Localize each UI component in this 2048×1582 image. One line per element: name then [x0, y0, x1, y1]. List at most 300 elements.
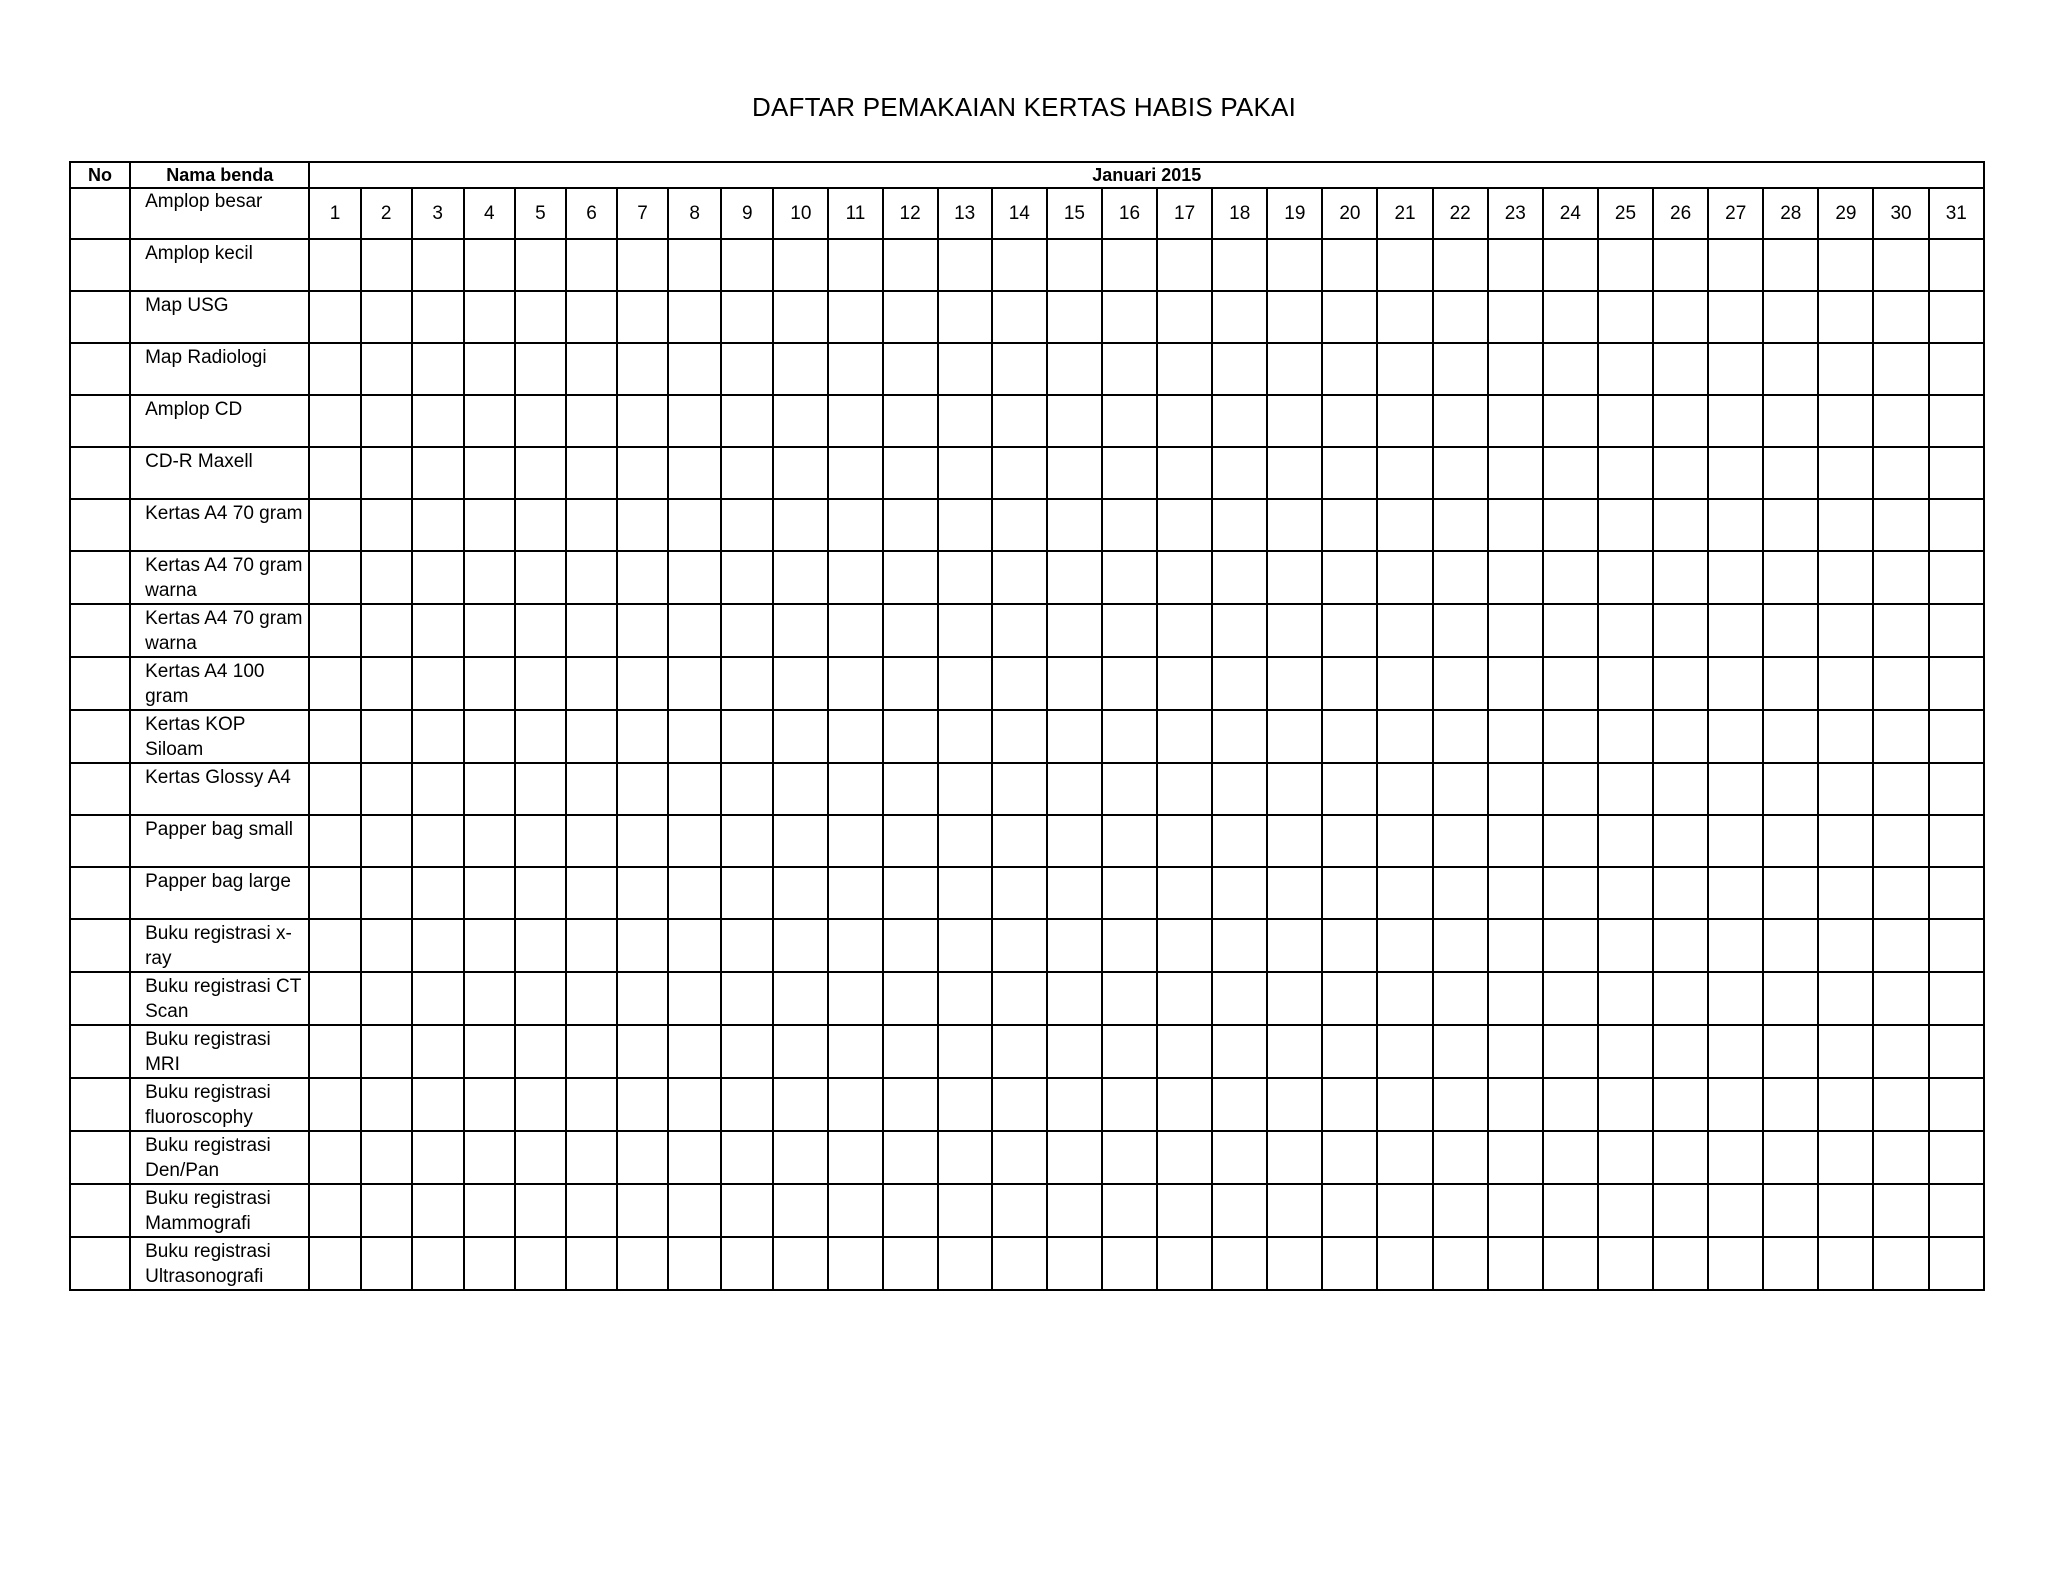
usage-cell[interactable]	[773, 551, 828, 604]
usage-cell[interactable]	[1047, 1184, 1102, 1237]
usage-cell[interactable]	[1818, 343, 1873, 395]
usage-cell[interactable]	[1157, 972, 1212, 1025]
usage-cell[interactable]	[361, 815, 412, 867]
usage-cell[interactable]	[361, 1131, 412, 1184]
usage-cell[interactable]	[464, 867, 515, 919]
usage-cell[interactable]	[1818, 763, 1873, 815]
usage-cell[interactable]	[1433, 815, 1488, 867]
usage-cell[interactable]	[992, 343, 1047, 395]
usage-cell[interactable]	[1653, 1131, 1708, 1184]
usage-cell[interactable]	[668, 447, 721, 499]
usage-cell[interactable]	[1929, 710, 1984, 763]
usage-cell[interactable]	[1488, 499, 1543, 551]
usage-cell[interactable]	[309, 447, 360, 499]
usage-cell[interactable]	[828, 343, 882, 395]
usage-cell[interactable]	[515, 657, 566, 710]
usage-cell[interactable]	[1433, 1025, 1488, 1078]
usage-cell[interactable]	[566, 919, 617, 972]
usage-cell[interactable]	[1488, 1184, 1543, 1237]
usage-cell[interactable]	[938, 815, 992, 867]
usage-cell[interactable]	[1543, 710, 1598, 763]
usage-cell[interactable]	[1543, 972, 1598, 1025]
usage-cell[interactable]	[515, 1025, 566, 1078]
usage-cell[interactable]	[1433, 239, 1488, 291]
usage-cell[interactable]	[617, 763, 668, 815]
usage-cell[interactable]	[828, 551, 882, 604]
usage-cell[interactable]	[1818, 1078, 1873, 1131]
usage-cell[interactable]	[1708, 291, 1763, 343]
usage-cell[interactable]	[309, 239, 360, 291]
usage-cell[interactable]	[361, 1025, 412, 1078]
usage-cell[interactable]	[309, 1184, 360, 1237]
usage-cell[interactable]	[1433, 919, 1488, 972]
usage-cell[interactable]	[1267, 919, 1322, 972]
usage-cell[interactable]	[1653, 815, 1708, 867]
usage-cell[interactable]	[361, 499, 412, 551]
usage-cell[interactable]	[1873, 343, 1928, 395]
usage-cell[interactable]	[1543, 447, 1598, 499]
usage-cell[interactable]	[361, 1078, 412, 1131]
usage-cell[interactable]	[992, 1025, 1047, 1078]
usage-cell[interactable]	[1929, 343, 1984, 395]
usage-cell[interactable]	[1267, 447, 1322, 499]
usage-cell[interactable]	[1433, 291, 1488, 343]
usage-cell[interactable]	[1653, 972, 1708, 1025]
usage-cell[interactable]	[464, 291, 515, 343]
row-number-cell[interactable]	[70, 499, 130, 551]
usage-cell[interactable]	[515, 1131, 566, 1184]
usage-cell[interactable]	[1102, 763, 1157, 815]
usage-cell[interactable]	[309, 499, 360, 551]
usage-cell[interactable]	[1157, 1237, 1212, 1290]
usage-cell[interactable]	[1653, 604, 1708, 657]
usage-cell[interactable]	[938, 343, 992, 395]
usage-cell[interactable]	[1157, 1025, 1212, 1078]
usage-cell[interactable]	[668, 972, 721, 1025]
usage-cell[interactable]	[361, 604, 412, 657]
usage-cell[interactable]	[828, 972, 882, 1025]
usage-cell[interactable]	[1433, 867, 1488, 919]
usage-cell[interactable]	[515, 1184, 566, 1237]
usage-cell[interactable]	[309, 551, 360, 604]
row-number-cell[interactable]	[70, 1025, 130, 1078]
usage-cell[interactable]	[1047, 1078, 1102, 1131]
usage-cell[interactable]	[668, 551, 721, 604]
usage-cell[interactable]	[1102, 1131, 1157, 1184]
row-number-cell[interactable]	[70, 919, 130, 972]
usage-cell[interactable]	[828, 1131, 882, 1184]
usage-cell[interactable]	[1763, 1184, 1818, 1237]
usage-cell[interactable]	[828, 239, 882, 291]
usage-cell[interactable]	[721, 291, 773, 343]
row-number-cell[interactable]	[70, 763, 130, 815]
usage-cell[interactable]	[1708, 1025, 1763, 1078]
usage-cell[interactable]	[992, 291, 1047, 343]
usage-cell[interactable]	[1047, 291, 1102, 343]
usage-cell[interactable]	[773, 499, 828, 551]
usage-cell[interactable]	[1377, 1078, 1432, 1131]
usage-cell[interactable]	[1763, 343, 1818, 395]
usage-cell[interactable]	[828, 763, 882, 815]
usage-cell[interactable]	[309, 657, 360, 710]
row-number-cell[interactable]	[70, 343, 130, 395]
usage-cell[interactable]	[1818, 1237, 1873, 1290]
usage-cell[interactable]	[515, 239, 566, 291]
usage-cell[interactable]	[1653, 763, 1708, 815]
row-number-cell[interactable]	[70, 239, 130, 291]
usage-cell[interactable]	[617, 1131, 668, 1184]
usage-cell[interactable]	[464, 604, 515, 657]
usage-cell[interactable]	[1873, 972, 1928, 1025]
usage-cell[interactable]	[1598, 343, 1653, 395]
row-number-cell[interactable]	[70, 657, 130, 710]
usage-cell[interactable]	[1212, 291, 1267, 343]
usage-cell[interactable]	[1763, 395, 1818, 447]
usage-cell[interactable]	[1212, 657, 1267, 710]
usage-cell[interactable]	[828, 657, 882, 710]
usage-cell[interactable]	[1433, 657, 1488, 710]
row-number-cell[interactable]	[70, 604, 130, 657]
usage-cell[interactable]	[309, 1025, 360, 1078]
usage-cell[interactable]	[1377, 447, 1432, 499]
usage-cell[interactable]	[1102, 972, 1157, 1025]
usage-cell[interactable]	[828, 867, 882, 919]
usage-cell[interactable]	[721, 1025, 773, 1078]
usage-cell[interactable]	[1708, 447, 1763, 499]
usage-cell[interactable]	[1212, 343, 1267, 395]
usage-cell[interactable]	[1047, 919, 1102, 972]
usage-cell[interactable]	[1818, 1131, 1873, 1184]
usage-cell[interactable]	[361, 447, 412, 499]
usage-cell[interactable]	[1818, 604, 1873, 657]
usage-cell[interactable]	[1433, 972, 1488, 1025]
usage-cell[interactable]	[1102, 239, 1157, 291]
usage-cell[interactable]	[1929, 763, 1984, 815]
usage-cell[interactable]	[515, 343, 566, 395]
usage-cell[interactable]	[1763, 919, 1818, 972]
usage-cell[interactable]	[515, 395, 566, 447]
usage-cell[interactable]	[1873, 867, 1928, 919]
usage-cell[interactable]	[1653, 291, 1708, 343]
usage-cell[interactable]	[721, 763, 773, 815]
usage-cell[interactable]	[938, 919, 992, 972]
usage-cell[interactable]	[1929, 1078, 1984, 1131]
usage-cell[interactable]	[566, 867, 617, 919]
usage-cell[interactable]	[1873, 657, 1928, 710]
usage-cell[interactable]	[883, 395, 938, 447]
usage-cell[interactable]	[361, 763, 412, 815]
usage-cell[interactable]	[1157, 1131, 1212, 1184]
usage-cell[interactable]	[883, 291, 938, 343]
usage-cell[interactable]	[1708, 604, 1763, 657]
row-number-cell[interactable]	[70, 867, 130, 919]
usage-cell[interactable]	[938, 1131, 992, 1184]
usage-cell[interactable]	[1267, 239, 1322, 291]
usage-cell[interactable]	[1818, 499, 1873, 551]
usage-cell[interactable]	[1212, 499, 1267, 551]
usage-cell[interactable]	[309, 710, 360, 763]
usage-cell[interactable]	[617, 919, 668, 972]
usage-cell[interactable]	[1818, 919, 1873, 972]
usage-cell[interactable]	[1763, 1237, 1818, 1290]
usage-cell[interactable]	[1929, 1131, 1984, 1184]
usage-cell[interactable]	[773, 343, 828, 395]
usage-cell[interactable]	[464, 343, 515, 395]
usage-cell[interactable]	[1047, 1237, 1102, 1290]
usage-cell[interactable]	[1708, 1131, 1763, 1184]
usage-cell[interactable]	[1047, 499, 1102, 551]
usage-cell[interactable]	[1543, 1237, 1598, 1290]
usage-cell[interactable]	[1763, 291, 1818, 343]
usage-cell[interactable]	[1377, 291, 1432, 343]
usage-cell[interactable]	[1653, 239, 1708, 291]
usage-cell[interactable]	[1047, 763, 1102, 815]
usage-cell[interactable]	[1873, 499, 1928, 551]
usage-cell[interactable]	[1377, 1237, 1432, 1290]
usage-cell[interactable]	[1267, 343, 1322, 395]
usage-cell[interactable]	[1873, 239, 1928, 291]
usage-cell[interactable]	[361, 919, 412, 972]
usage-cell[interactable]	[1818, 815, 1873, 867]
usage-cell[interactable]	[1488, 343, 1543, 395]
usage-cell[interactable]	[464, 1025, 515, 1078]
usage-cell[interactable]	[938, 1184, 992, 1237]
usage-cell[interactable]	[1929, 867, 1984, 919]
usage-cell[interactable]	[1322, 867, 1377, 919]
usage-cell[interactable]	[1212, 867, 1267, 919]
usage-cell[interactable]	[992, 1078, 1047, 1131]
usage-cell[interactable]	[1047, 815, 1102, 867]
usage-cell[interactable]	[1212, 919, 1267, 972]
usage-cell[interactable]	[883, 710, 938, 763]
usage-cell[interactable]	[412, 710, 464, 763]
usage-cell[interactable]	[992, 1237, 1047, 1290]
usage-cell[interactable]	[1818, 291, 1873, 343]
usage-cell[interactable]	[1212, 1078, 1267, 1131]
usage-cell[interactable]	[1157, 1078, 1212, 1131]
usage-cell[interactable]	[1433, 710, 1488, 763]
usage-cell[interactable]	[1488, 1025, 1543, 1078]
usage-cell[interactable]	[883, 919, 938, 972]
usage-cell[interactable]	[1377, 499, 1432, 551]
usage-cell[interactable]	[1488, 657, 1543, 710]
usage-cell[interactable]	[883, 972, 938, 1025]
usage-cell[interactable]	[515, 1237, 566, 1290]
usage-cell[interactable]	[617, 1184, 668, 1237]
row-number-cell[interactable]	[70, 815, 130, 867]
usage-cell[interactable]	[1653, 499, 1708, 551]
usage-cell[interactable]	[1433, 1237, 1488, 1290]
usage-cell[interactable]	[515, 867, 566, 919]
usage-cell[interactable]	[1322, 551, 1377, 604]
usage-cell[interactable]	[1157, 1184, 1212, 1237]
usage-cell[interactable]	[566, 815, 617, 867]
usage-cell[interactable]	[1708, 867, 1763, 919]
usage-cell[interactable]	[1929, 604, 1984, 657]
usage-cell[interactable]	[361, 291, 412, 343]
usage-cell[interactable]	[1763, 972, 1818, 1025]
row-number-cell[interactable]	[70, 710, 130, 763]
usage-cell[interactable]	[1708, 657, 1763, 710]
usage-cell[interactable]	[773, 657, 828, 710]
usage-cell[interactable]	[1653, 395, 1708, 447]
usage-cell[interactable]	[566, 604, 617, 657]
usage-cell[interactable]	[992, 710, 1047, 763]
usage-cell[interactable]	[773, 919, 828, 972]
usage-cell[interactable]	[1433, 499, 1488, 551]
usage-cell[interactable]	[1598, 239, 1653, 291]
usage-cell[interactable]	[1102, 657, 1157, 710]
usage-cell[interactable]	[668, 1078, 721, 1131]
usage-cell[interactable]	[1818, 551, 1873, 604]
usage-cell[interactable]	[464, 919, 515, 972]
usage-cell[interactable]	[412, 1237, 464, 1290]
usage-cell[interactable]	[464, 972, 515, 1025]
usage-cell[interactable]	[721, 239, 773, 291]
usage-cell[interactable]	[412, 815, 464, 867]
usage-cell[interactable]	[1873, 815, 1928, 867]
usage-cell[interactable]	[883, 239, 938, 291]
usage-cell[interactable]	[1653, 710, 1708, 763]
usage-cell[interactable]	[309, 763, 360, 815]
usage-cell[interactable]	[1267, 1237, 1322, 1290]
row-number-cell[interactable]	[70, 1078, 130, 1131]
usage-cell[interactable]	[309, 972, 360, 1025]
usage-cell[interactable]	[361, 710, 412, 763]
usage-cell[interactable]	[1212, 1131, 1267, 1184]
usage-cell[interactable]	[883, 499, 938, 551]
usage-cell[interactable]	[668, 919, 721, 972]
usage-cell[interactable]	[773, 291, 828, 343]
usage-cell[interactable]	[992, 1131, 1047, 1184]
usage-cell[interactable]	[1212, 395, 1267, 447]
usage-cell[interactable]	[617, 1237, 668, 1290]
usage-cell[interactable]	[1377, 657, 1432, 710]
usage-cell[interactable]	[1157, 763, 1212, 815]
usage-cell[interactable]	[1047, 343, 1102, 395]
usage-cell[interactable]	[1102, 919, 1157, 972]
usage-cell[interactable]	[617, 239, 668, 291]
usage-cell[interactable]	[1488, 291, 1543, 343]
usage-cell[interactable]	[617, 972, 668, 1025]
usage-cell[interactable]	[1929, 919, 1984, 972]
usage-cell[interactable]	[938, 291, 992, 343]
usage-cell[interactable]	[1047, 551, 1102, 604]
usage-cell[interactable]	[938, 239, 992, 291]
usage-cell[interactable]	[1377, 239, 1432, 291]
usage-cell[interactable]	[1488, 867, 1543, 919]
usage-cell[interactable]	[1873, 1078, 1928, 1131]
usage-cell[interactable]	[1377, 604, 1432, 657]
row-number-cell[interactable]	[70, 395, 130, 447]
usage-cell[interactable]	[1653, 1078, 1708, 1131]
usage-cell[interactable]	[721, 1184, 773, 1237]
usage-cell[interactable]	[1047, 1025, 1102, 1078]
usage-cell[interactable]	[1543, 815, 1598, 867]
usage-cell[interactable]	[1488, 710, 1543, 763]
usage-cell[interactable]	[721, 1131, 773, 1184]
usage-cell[interactable]	[1433, 763, 1488, 815]
usage-cell[interactable]	[617, 657, 668, 710]
usage-cell[interactable]	[721, 919, 773, 972]
usage-cell[interactable]	[1598, 1184, 1653, 1237]
usage-cell[interactable]	[1543, 657, 1598, 710]
usage-cell[interactable]	[361, 657, 412, 710]
usage-cell[interactable]	[992, 447, 1047, 499]
usage-cell[interactable]	[1102, 1025, 1157, 1078]
usage-cell[interactable]	[1818, 867, 1873, 919]
usage-cell[interactable]	[1763, 604, 1818, 657]
usage-cell[interactable]	[773, 1184, 828, 1237]
usage-cell[interactable]	[721, 1078, 773, 1131]
usage-cell[interactable]	[1818, 1025, 1873, 1078]
usage-cell[interactable]	[1653, 919, 1708, 972]
usage-cell[interactable]	[828, 395, 882, 447]
usage-cell[interactable]	[1929, 815, 1984, 867]
usage-cell[interactable]	[1433, 447, 1488, 499]
usage-cell[interactable]	[1929, 499, 1984, 551]
usage-cell[interactable]	[617, 551, 668, 604]
usage-cell[interactable]	[566, 1025, 617, 1078]
usage-cell[interactable]	[883, 657, 938, 710]
usage-cell[interactable]	[721, 1237, 773, 1290]
usage-cell[interactable]	[992, 972, 1047, 1025]
usage-cell[interactable]	[464, 1184, 515, 1237]
usage-cell[interactable]	[1653, 1237, 1708, 1290]
usage-cell[interactable]	[668, 1131, 721, 1184]
usage-cell[interactable]	[1873, 291, 1928, 343]
usage-cell[interactable]	[1873, 1184, 1928, 1237]
row-number-cell[interactable]	[70, 1131, 130, 1184]
usage-cell[interactable]	[1047, 972, 1102, 1025]
usage-cell[interactable]	[773, 867, 828, 919]
usage-cell[interactable]	[1322, 763, 1377, 815]
usage-cell[interactable]	[566, 343, 617, 395]
usage-cell[interactable]	[668, 291, 721, 343]
usage-cell[interactable]	[1873, 1237, 1928, 1290]
usage-cell[interactable]	[1873, 919, 1928, 972]
usage-cell[interactable]	[1102, 1078, 1157, 1131]
usage-cell[interactable]	[464, 447, 515, 499]
usage-cell[interactable]	[617, 291, 668, 343]
usage-cell[interactable]	[1157, 343, 1212, 395]
usage-cell[interactable]	[1598, 815, 1653, 867]
usage-cell[interactable]	[1488, 395, 1543, 447]
usage-cell[interactable]	[1598, 919, 1653, 972]
usage-cell[interactable]	[828, 291, 882, 343]
usage-cell[interactable]	[1708, 1237, 1763, 1290]
usage-cell[interactable]	[464, 1237, 515, 1290]
usage-cell[interactable]	[1377, 551, 1432, 604]
usage-cell[interactable]	[1488, 1237, 1543, 1290]
usage-cell[interactable]	[566, 1078, 617, 1131]
usage-cell[interactable]	[515, 291, 566, 343]
usage-cell[interactable]	[412, 447, 464, 499]
usage-cell[interactable]	[1322, 1184, 1377, 1237]
usage-cell[interactable]	[361, 867, 412, 919]
usage-cell[interactable]	[992, 239, 1047, 291]
usage-cell[interactable]	[1157, 395, 1212, 447]
usage-cell[interactable]	[1488, 239, 1543, 291]
usage-cell[interactable]	[1543, 1078, 1598, 1131]
usage-cell[interactable]	[1763, 1025, 1818, 1078]
usage-cell[interactable]	[309, 1237, 360, 1290]
usage-cell[interactable]	[1598, 395, 1653, 447]
usage-cell[interactable]	[1322, 343, 1377, 395]
usage-cell[interactable]	[1433, 343, 1488, 395]
usage-cell[interactable]	[1763, 657, 1818, 710]
usage-cell[interactable]	[883, 1078, 938, 1131]
